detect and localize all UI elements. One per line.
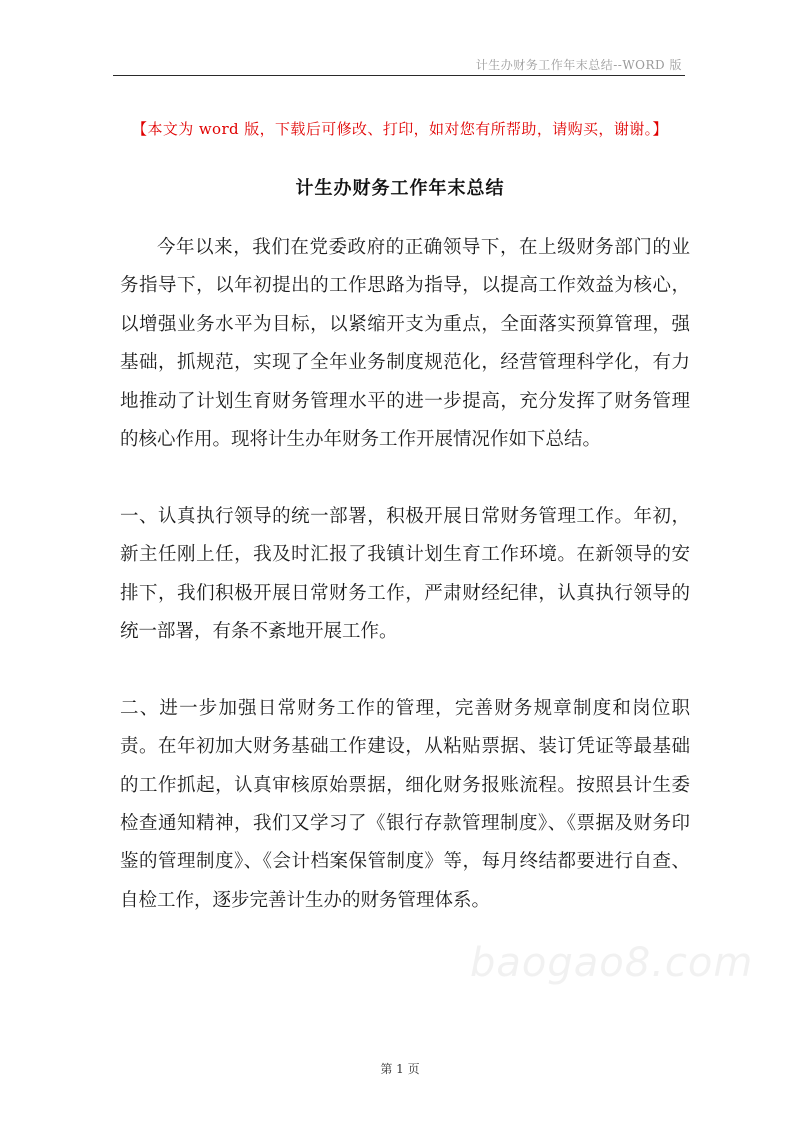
paragraph-gap (120, 459, 690, 497)
page-number: 第 1 页 (380, 1062, 420, 1076)
header-title: 计生办财务工作年末总结--WORD 版 (475, 58, 682, 72)
download-notice: 【本文为 word 版，下载后可修改、打印，如对您有所帮助，请购买，谢谢。】 (132, 120, 668, 138)
document-body (120, 229, 690, 920)
header-divider (113, 75, 685, 76)
watermark: baogao8.com (470, 940, 754, 986)
paragraph-gap (120, 651, 690, 689)
document-title: 计生办财务工作年末总结 (295, 178, 505, 199)
paragraph-intro: 今年以来，我们在党委政府的正确领导下，在上级财务部门的业务指导下，以年初提出的工作思路为指导，以提高工作效益为核心，以增强业务水平为目标，以紧缩开支为重点，全面落实预算管理，强基础，抓规范，实现了全年业务制度规范化，经营管理科学化，有力地推动了计划生育财务管理水平的进一步提高，充分发挥了财务管理的核心作用。现将计生办年财务工作开展情况作如下总结。 (120, 237, 690, 451)
paragraph-section-1: 一、认真执行领导的统一部署，积极开展日常财务管理工作。年初，新主任刚上任，我及时汇报了我镇计划生育工作环境。在新领导的安排下，我们积极开展日常财务工作，严肃财经纪律，认真执行领导的统一部署，有条不紊地开展工作。 (120, 505, 690, 643)
paragraph-section-2: 二、进一步加强日常财务工作的管理，完善财务规章制度和岗位职责。在年初加大财务基础工作建设，从粘贴票据、装订凭证等最基础的工作抓起，认真审核原始票据，细化财务报账流程。按照县计生委检查通知精神，我们又学习了《银行存款管理制度》、《票据及财务印鉴的管理制度》、《会计档案保管制度》等，每月终结都要进行自查、自检工作，逐步完善计生办的财务管理体系。 (120, 697, 690, 911)
